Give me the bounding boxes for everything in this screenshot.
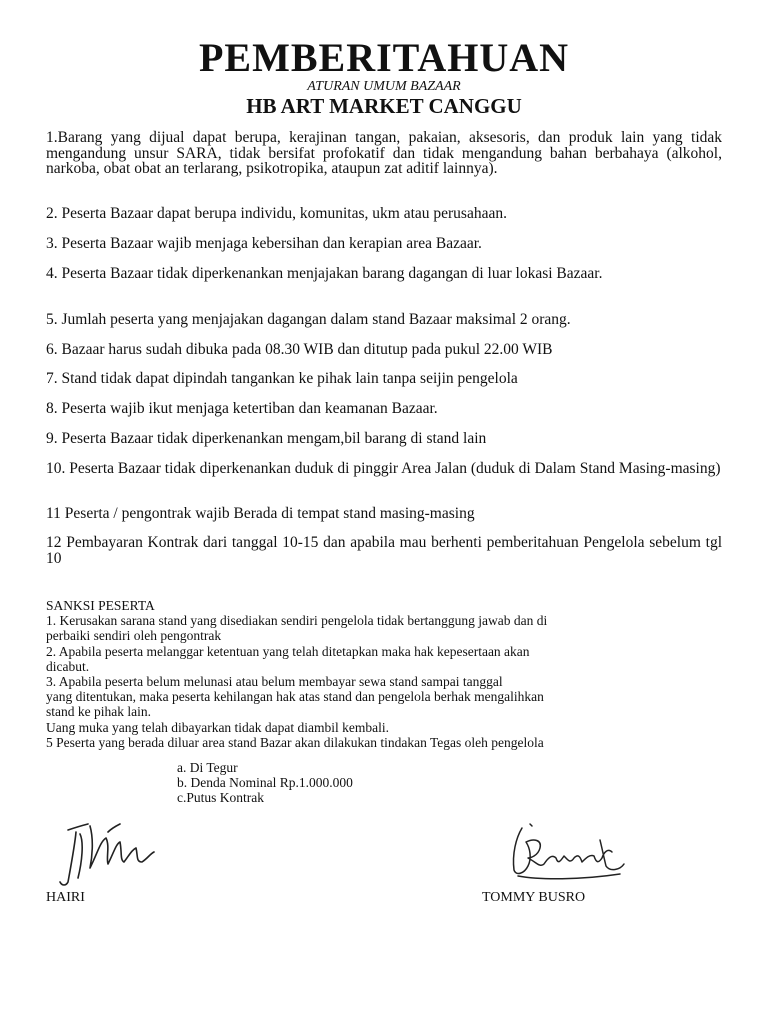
sanction-line: 3. Apabila peserta belum melunasi atau belum membayar sewa stand sampai tanggal xyxy=(46,674,503,690)
signer-name-right: TOMMY BUSRO xyxy=(482,890,586,905)
rule-item: 12 Pembayaran Kontrak dari tanggal 10-15 dan apabila mau berhenti pemberitahuan Pengelola sebelum tgl 10 xyxy=(46,534,722,567)
penalty-item: b. Denda Nominal Rp.1.000.000 xyxy=(177,775,353,791)
sanctions-section xyxy=(46,598,706,750)
rule-item: 4. Peserta Bazaar tidak diperkenankan menjajakan barang dagangan di luar lokasi Bazaar. xyxy=(46,265,603,282)
notice-heading: HB ART MARKET CANGGU xyxy=(246,94,522,118)
sanction-line: perbaiki sendiri oleh pengontrak xyxy=(46,628,222,644)
sanction-line: stand ke pihak lain. xyxy=(46,704,151,720)
penalties-list xyxy=(177,760,353,806)
sanction-line: Uang muka yang telah dibayarkan tidak dapat diambil kembali. xyxy=(46,719,390,735)
rule-item: 9. Peserta Bazaar tidak diperkenankan mengam,bil barang di stand lain xyxy=(46,430,487,447)
sanction-line: 1. Kerusakan sarana stand yang disediakan sendiri pengelola tidak bertanggung jawab dan di xyxy=(46,613,548,629)
sanctions-title: SANKSI PESERTA xyxy=(46,598,155,613)
notice-subtitle: ATURAN UMUM BAZAAR xyxy=(307,79,461,94)
notice-title: PEMBERITAHUAN xyxy=(198,35,570,80)
signature-tommy-busro xyxy=(500,818,630,884)
sanction-line: dicabut. xyxy=(46,658,90,674)
rule-item: 2. Peserta Bazaar dapat berupa individu, komunitas, ukm atau perusahaan. xyxy=(46,205,507,222)
rule-item: 10. Peserta Bazaar tidak diperkenankan duduk di pinggir Area Jalan (duduk di Dalam Stand Masing-masing) xyxy=(46,460,721,477)
sanction-line: 5 Peserta yang berada diluar area stand Bazar akan dilakukan tindakan Tegas oleh pengelola xyxy=(46,734,544,750)
rule-item: 6. Bazaar harus sudah dibuka pada 08.30 WIB dan ditutup pada pukul 22.00 WIB xyxy=(46,341,553,358)
penalty-item: a. Di Tegur xyxy=(177,760,238,775)
rule-item: 1.Barang yang dijual dapat berupa, kerajinan tangan, pakaian, aksesoris, dan produk lain yang tidak mengandung unsur SARA, tidak bersifat profokatif dan tidak mengandung bahan berbahaya (alkohol, narkoba, obat obat an terlarang, psikotropika, ataupun zat aditif lainnya). xyxy=(46,129,722,177)
sanction-line: yang ditentukan, maka peserta kehilangan hak atas stand dan pengelola berhak mengalihkan xyxy=(46,689,544,705)
rule-item: 8. Peserta wajib ikut menjaga ketertiban dan keamanan Bazaar. xyxy=(46,400,438,417)
rule-item: 7. Stand tidak dapat dipindah tangankan ke pihak lain tanpa seijin pengelola xyxy=(46,370,518,387)
rule-item: 11 Peserta / pengontrak wajib Berada di tempat stand masing-masing xyxy=(46,505,475,522)
rule-item: 3. Peserta Bazaar wajib menjaga kebersihan dan kerapian area Bazaar. xyxy=(46,235,482,252)
signer-name-left: HAIRI xyxy=(46,890,85,905)
penalty-item: c.Putus Kontrak xyxy=(177,790,264,806)
signature-hairi xyxy=(50,812,160,892)
sanction-line: 2. Apabila peserta melanggar ketentuan yang telah ditetapkan maka hak kepesertaan akan xyxy=(46,643,530,659)
rule-item: 5. Jumlah peserta yang menjajakan dagangan dalam stand Bazaar maksimal 2 orang. xyxy=(46,311,571,328)
